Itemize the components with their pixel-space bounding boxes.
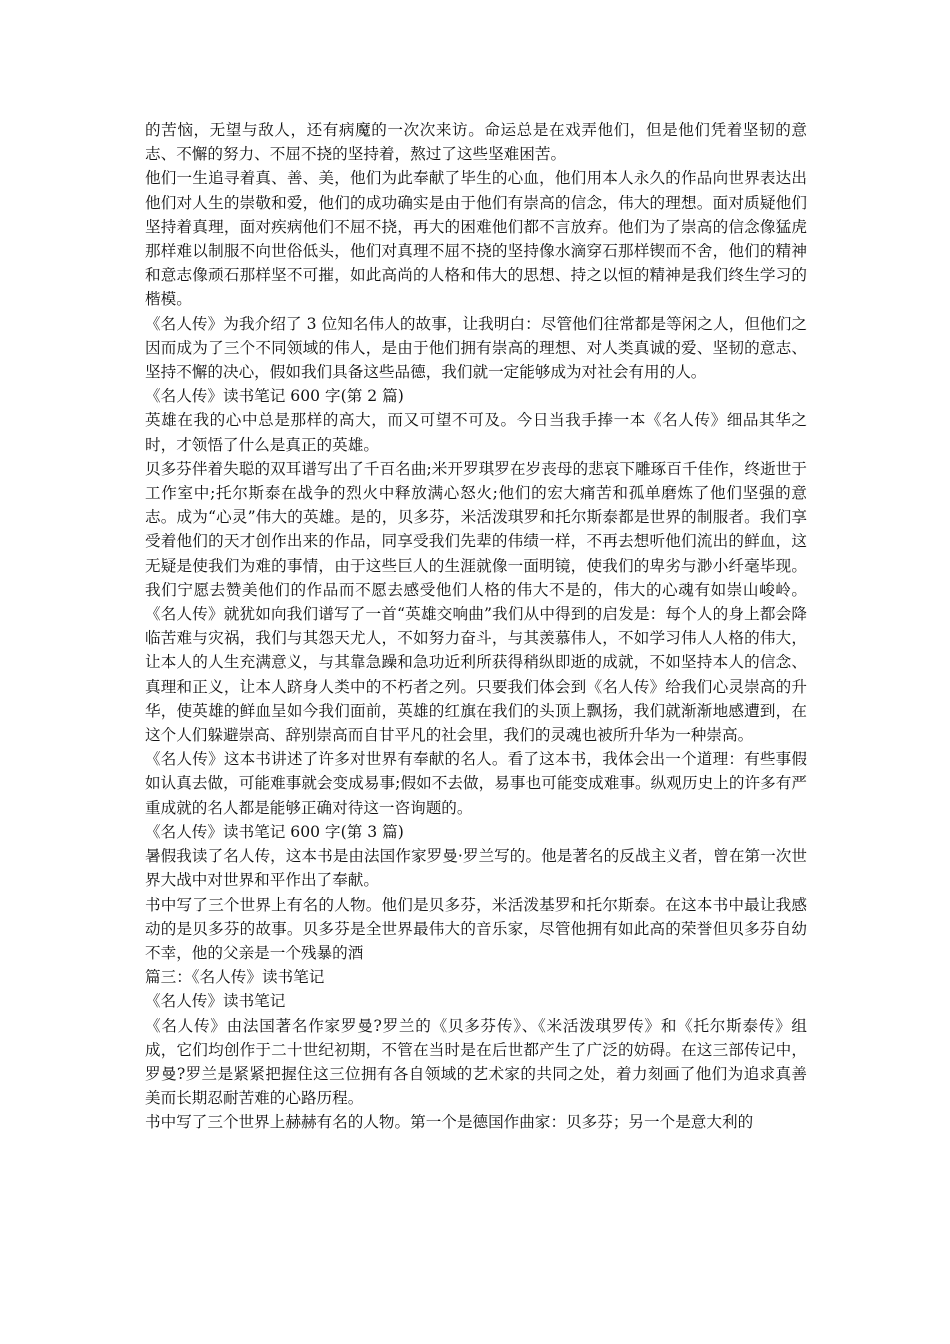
paragraph: 的苦恼，无望与敌人，还有病魔的一次次来访。命运总是在戏弄他们，但是他们凭着坚韧的意志、不懈的努力、不屈不挠的坚持着，熬过了这些坚难困苦。 [145,121,807,164]
section-heading: 篇三：《名人传》读书笔记 [145,968,325,987]
paragraph: 《名人传》这本书讲述了许多对世界有奉献的名人。看了这本书，我体会出一个道理：有些事假如认真去做，可能难事就会变成易事;假如不去做，易事也可能变成难事。纵观历史上的许多有严重成就的名人都是能够正确对待这一咨询题的。 [145,750,807,817]
section-heading: 《名人传》读书笔记 600 字(第 3 篇) [145,822,404,841]
document-body [145,118,807,1135]
paragraph: 英雄在我的心中总是那样的高大，而又可望不可及。今日当我手捧一本《名人传》细品其华之时，才领悟了什么是真正的英雄。 [145,411,807,454]
paragraph: 《名人传》由法国著名作家罗曼?罗兰的《贝多芬传》、《米活泼琪罗传》和《托尔斯泰传》组成，它们均创作于二十世纪初期，不管在当时是在后世都产生了广泛的妨碍。在这三部传记中，罗曼?罗兰是紧紧把握住这三位拥有各自领域的艺术家的共同之处，着力刻画了他们为追求真善美而长期忍耐苦难的心路历程。 [145,1016,807,1108]
paragraph: 书中写了三个世界上有名的人物。他们是贝多芬，米活泼基罗和托尔斯泰。在这本书中最让我感动的是贝多芬的故事。贝多芬是全世界最伟大的音乐家，尽管他拥有如此高的荣誉但贝多芬自幼不幸，他的父亲是一个残暴的酒 [145,895,807,962]
section-heading: 《名人传》读书笔记 600 字(第 2 篇) [145,387,404,406]
paragraph: 贝多芬伴着失聪的双耳谱写出了千百名曲;米开罗琪罗在岁丧母的悲哀下雕琢百千佳作，终逝世于工作室中;托尔斯泰在战争的烈火中释放满心怒火;他们的宏大痛苦和孤单磨炼了他们坚强的意志。成为“心灵”伟大的英雄。是的，贝多芬，米活泼琪罗和托尔斯泰都是世界的制服者。我们享受着他们的天才创作出来的作品，同享受我们先辈的伟绩一样，不再去想听他们流出的鲜血，这无疑是使我们为难的事情，由于这些巨人的生涯就像一面明镜，使我们的卑劣与渺小纤毫毕现。我们宁愿去赞美他们的作品而不愿去感受他们人格的伟大不是的，伟大的心魂有如崇山峻岭。《名人传》就犹如向我们谱写了一首“英雄交响曲”我们从中得到的启发是：每个人的身上都会降临苦难与灾祸，我们与其怨天尤人，不如努力奋斗，与其羡慕伟人，不如学习伟人人格的伟大，让本人的人生充满意义，与其靠急躁和急功近利所获得稍纵即逝的成就，不如坚持本人的信念、真理和正义，让本人跻身人类中的不朽者之列。只要我们体会到《名人传》给我们心灵崇高的升华，使英雄的鲜血呈如今我们面前，英雄的红旗在我们的头顶上飘扬，我们就渐渐地感遭到，在这个人们躲避崇高、辞别崇高而自甘平凡的社会里，我们的灵魂也被所升华为一种崇高。 [145,459,807,745]
paragraph: 暑假我读了名人传，这本书是由法国作家罗曼·罗兰写的。他是著名的反战主义者，曾在第一次世界大战中对世界和平作出了奉献。 [145,847,807,890]
paragraph: 他们一生追寻着真、善、美，他们为此奉献了毕生的心血，他们用本人永久的作品向世界表达出他们对人生的崇敬和爱，他们的成功确实是由于他们有崇高的信念，伟大的理想。面对质疑他们坚持着真理，面对疾病他们不屈不挠，再大的困难他们都不言放弃。他们为了崇高的信念像猛虎那样难以制服不向世俗低头，他们对真理不屈不挠的坚持像水滴穿石那样锲而不舍，他们的精神和意志像顽石那样坚不可摧，如此高尚的人格和伟大的思想、持之以恒的精神是我们终生学习的楷模。 [145,169,807,309]
paragraph: 《名人传》为我介绍了 3 位知名伟人的故事，让我明白：尽管他们往常都是等闲之人，但他们之因而成为了三个不同领域的伟人，是由于他们拥有崇高的理想、对人类真诚的爱、坚韧的意志、坚持不懈的决心，假如我们具备这些品德，我们就一定能够成为对社会有用的人。 [145,314,807,382]
paragraph: 书中写了三个世界上赫赫有名的人物。第一个是德国作曲家：贝多芬；另一个是意大利的 [145,1113,754,1132]
section-subheading: 《名人传》读书笔记 [145,992,286,1011]
